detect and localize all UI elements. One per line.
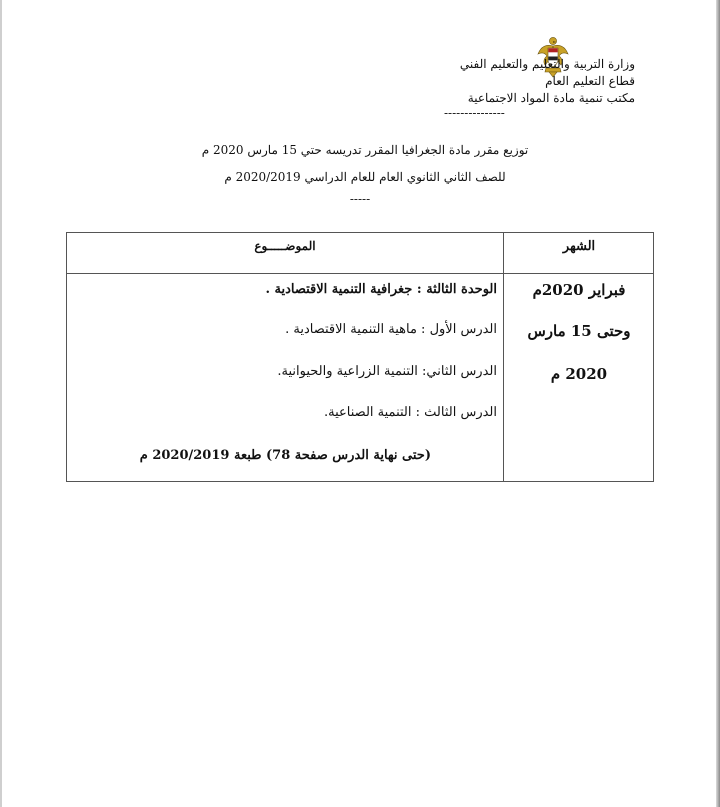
office-name: مكتب تنمية مادة المواد الاجتماعية	[467, 91, 635, 105]
ministry-name: وزارة التربية والتعليم والتعليم الفني	[459, 57, 635, 71]
page-edge-right	[716, 0, 720, 807]
lesson-item: الدرس الأول : ماهية التنمية الاقتصادية .	[285, 322, 497, 337]
page-note: (حتى نهاية الدرس صفحة 78) طبعة 2020/2019 م	[139, 448, 431, 463]
unit-title: الوحدة الثالثة : جغرافية التنمية الاقتصادية .	[265, 282, 497, 297]
document-subtitle: للصف الثاني الثانوي العام للعام الدراسي 2020/2019 م	[224, 170, 506, 184]
month-line: 2020 م	[550, 365, 608, 383]
header-separator: ---------------	[444, 106, 505, 120]
header-subject: الموضـــــوع	[254, 239, 316, 253]
header-month: الشهر	[562, 239, 596, 254]
document-title: توزيع مقرر مادة الجغرافيا المقرر تدريسه حتي 15 مارس 2020 م	[201, 143, 529, 157]
page-edge-left	[0, 0, 2, 807]
sector-name: قطاع التعليم العام	[545, 74, 635, 88]
lesson-item: الدرس الثاني: التنمية الزراعية والحيوانية.	[277, 364, 497, 379]
ministry-header	[375, 56, 635, 119]
month-line: فبراير 2020م	[532, 281, 626, 299]
schedule-table	[66, 232, 654, 482]
table-header-row	[67, 233, 653, 274]
lesson-item: الدرس الثالث : التنمية الصناعية.	[324, 405, 497, 420]
title-separator: -----	[349, 192, 371, 206]
month-line: وحتى 15 مارس	[527, 322, 631, 340]
